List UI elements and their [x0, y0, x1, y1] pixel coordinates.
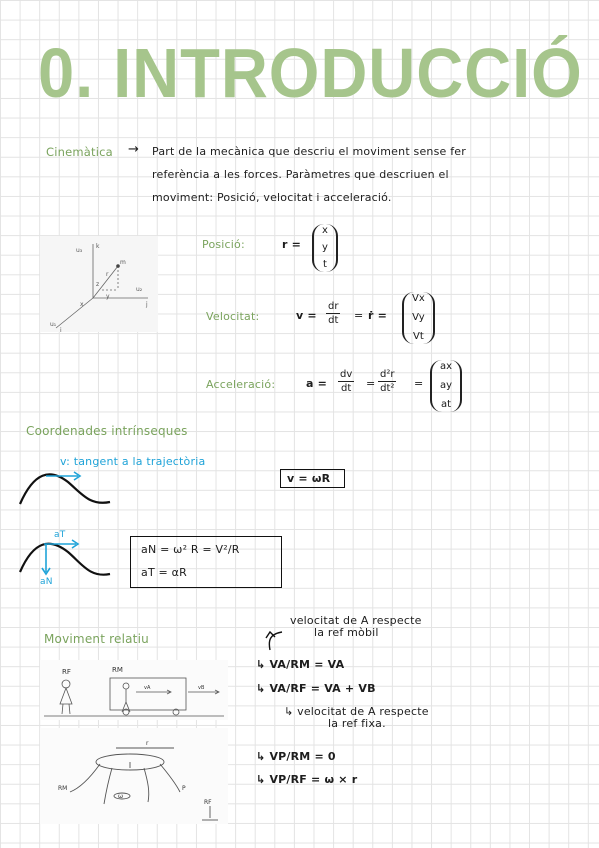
relative-motion-cart-figure [40, 660, 228, 720]
velocitat-vt: Vt [413, 331, 424, 342]
velocitat-rdot: ṙ = [368, 309, 388, 322]
velocitat-fraction [326, 300, 340, 327]
fig1-va-label: vA [144, 685, 151, 691]
acceleracio-fraction-1 [338, 368, 354, 395]
posicio-vector [312, 224, 338, 272]
acceleracio-ax: ax [440, 361, 453, 372]
acceleracio-eq-1: = [366, 377, 376, 390]
cinematica-line-2: referència a les forces. Paràmetres que descriuen el [152, 168, 449, 181]
axis-label-k: k [96, 243, 100, 250]
an-formula: aN = ω² R = V²/R [141, 543, 240, 556]
acceleracio-num-1: dv [340, 369, 353, 380]
fig1-rm-label: RM [112, 666, 123, 674]
relatiu-eq-2: ↳ VA/RF = VA + VB [256, 682, 376, 695]
fig2-rf-label: RF [204, 799, 212, 806]
cinematica-term: Cinemàtica [46, 145, 113, 159]
relatiu-eq-1: ↳ VA/RM = VA [256, 658, 345, 671]
acceleracio-num-2: d²r [380, 369, 395, 380]
relatiu-eq-3: ↳ VP/RM = 0 [256, 750, 336, 763]
posicio-y: y [322, 242, 328, 253]
acceleracio-lhs: a = [306, 377, 328, 390]
axis-label-r: r [106, 271, 109, 278]
at-label: aT [54, 530, 66, 540]
axis-label-i: i [60, 327, 62, 332]
acceleracio-label: Acceleració: [206, 378, 276, 391]
axis-label-y: y [106, 293, 110, 300]
axis-label-m: m [120, 259, 126, 266]
relatiu-note-2-line-2: la ref fixa. [328, 717, 386, 730]
velocitat-vector [402, 292, 435, 344]
axis-label-x: x [80, 301, 84, 308]
fig2-r-label: r [146, 740, 149, 747]
posicio-t: t [323, 259, 327, 270]
acceleracio-eq-2: = [414, 377, 424, 390]
velocitat-vx: Vx [412, 293, 425, 304]
cinematica-line-3: moviment: Posició, velocitat i acceleració. [152, 191, 392, 204]
axis-label-u2: u₂ [136, 286, 143, 293]
relatiu-note-1-line-1: velocitat de A respecte [290, 614, 422, 627]
acceleracio-at: at [440, 399, 452, 410]
velocitat-label: Velocitat: [206, 310, 260, 323]
axis-label-u3: u₃ [76, 247, 83, 254]
fig2-p-label: P [182, 785, 186, 792]
an-label: aN [40, 577, 53, 587]
acceleracio-vector [430, 360, 462, 412]
relatiu-note-1-line-2: la ref mòbil [314, 626, 379, 639]
acceleracio-den-1: dt [340, 383, 352, 394]
axis-label-j: j [146, 301, 148, 308]
acceleracio-den-2: dt² [380, 383, 395, 394]
posicio-label: Posició: [202, 238, 245, 251]
fig2-w-label: ω [118, 793, 124, 800]
posicio-symbol: r = [282, 238, 302, 251]
arrow-icon: → [128, 142, 140, 157]
acceleration-formula-box [130, 536, 282, 588]
acceleration-curve-figure [16, 528, 116, 590]
acceleracio-ay: ay [440, 380, 453, 391]
acceleracio-fraction-2 [378, 368, 396, 395]
relatiu-note-2-line-1: ↳ velocitat de A respecte [284, 705, 429, 718]
fig1-rf-label: RF [62, 668, 71, 676]
velocitat-vy: Vy [412, 312, 425, 323]
posicio-x: x [322, 225, 328, 236]
curved-arrow-icon [262, 628, 286, 652]
velocitat-den: dt [328, 315, 339, 326]
intrinseques-heading: Coordenades intrínseques [26, 424, 188, 438]
page-title: 0. INTRODUCCIÓ [38, 34, 583, 112]
tangent-note: v: tangent a la trajectòria [60, 455, 206, 468]
axis-label-u1: u₁ [50, 321, 57, 328]
velocitat-lhs: v = [296, 309, 317, 322]
relatiu-heading: Moviment relatiu [44, 632, 149, 646]
at-formula: aT = αR [141, 566, 187, 579]
axes-figure [40, 236, 158, 332]
cinematica-line-1: Part de la mecànica que descriu el moviment sense fer [152, 145, 466, 158]
velocitat-eq: = [354, 309, 364, 322]
velocitat-num: dr [328, 301, 339, 312]
fig2-rm-label: RM [58, 785, 68, 792]
v-formula-box: v = ωR [280, 469, 345, 488]
fig1-vb-label: vB [198, 685, 205, 691]
rotating-platform-figure [40, 728, 228, 824]
relatiu-eq-4: ↳ VP/RF = ω × r [256, 773, 358, 786]
axis-label-z: z [96, 281, 100, 288]
tangent-curve-figure [16, 462, 116, 512]
